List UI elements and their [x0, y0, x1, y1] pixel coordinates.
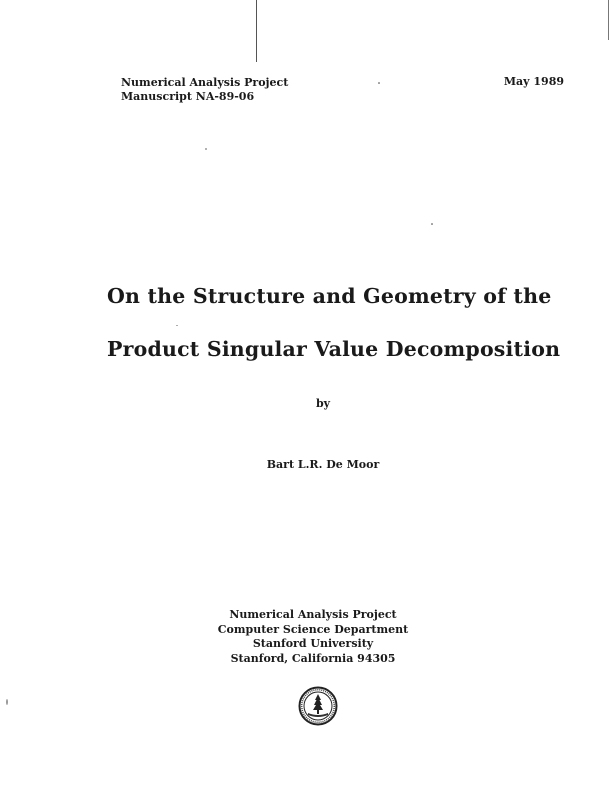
header-left — [121, 76, 288, 104]
affiliation-line: Numerical Analysis Project — [229, 608, 397, 621]
scan-speck — [6, 699, 8, 705]
stanford-seal-icon — [298, 686, 338, 726]
scan-speck — [378, 82, 380, 84]
scan-speck — [431, 223, 433, 225]
affiliation-line: Stanford University — [252, 637, 374, 650]
byline: by — [315, 397, 331, 410]
affiliation-line: Stanford, California 94305 — [230, 651, 396, 665]
title-line-2: Product Singular Value Decomposition — [107, 337, 561, 361]
report-date: May 1989 — [503, 75, 564, 88]
affiliation-block — [0, 608, 612, 666]
manuscript-number: Manuscript NA-89-06 — [121, 90, 255, 103]
scan-artifact-line — [256, 0, 257, 62]
project-name: Numerical Analysis Project — [121, 76, 289, 89]
scan-speck — [176, 325, 178, 326]
scan-artifact-line — [608, 0, 609, 40]
scan-speck — [205, 148, 207, 150]
title-line-1: On the Structure and Geometry of the — [107, 284, 552, 308]
affiliation-line: Computer Science Department — [217, 622, 409, 636]
author-name: Bart L.R. De Moor — [266, 458, 380, 471]
